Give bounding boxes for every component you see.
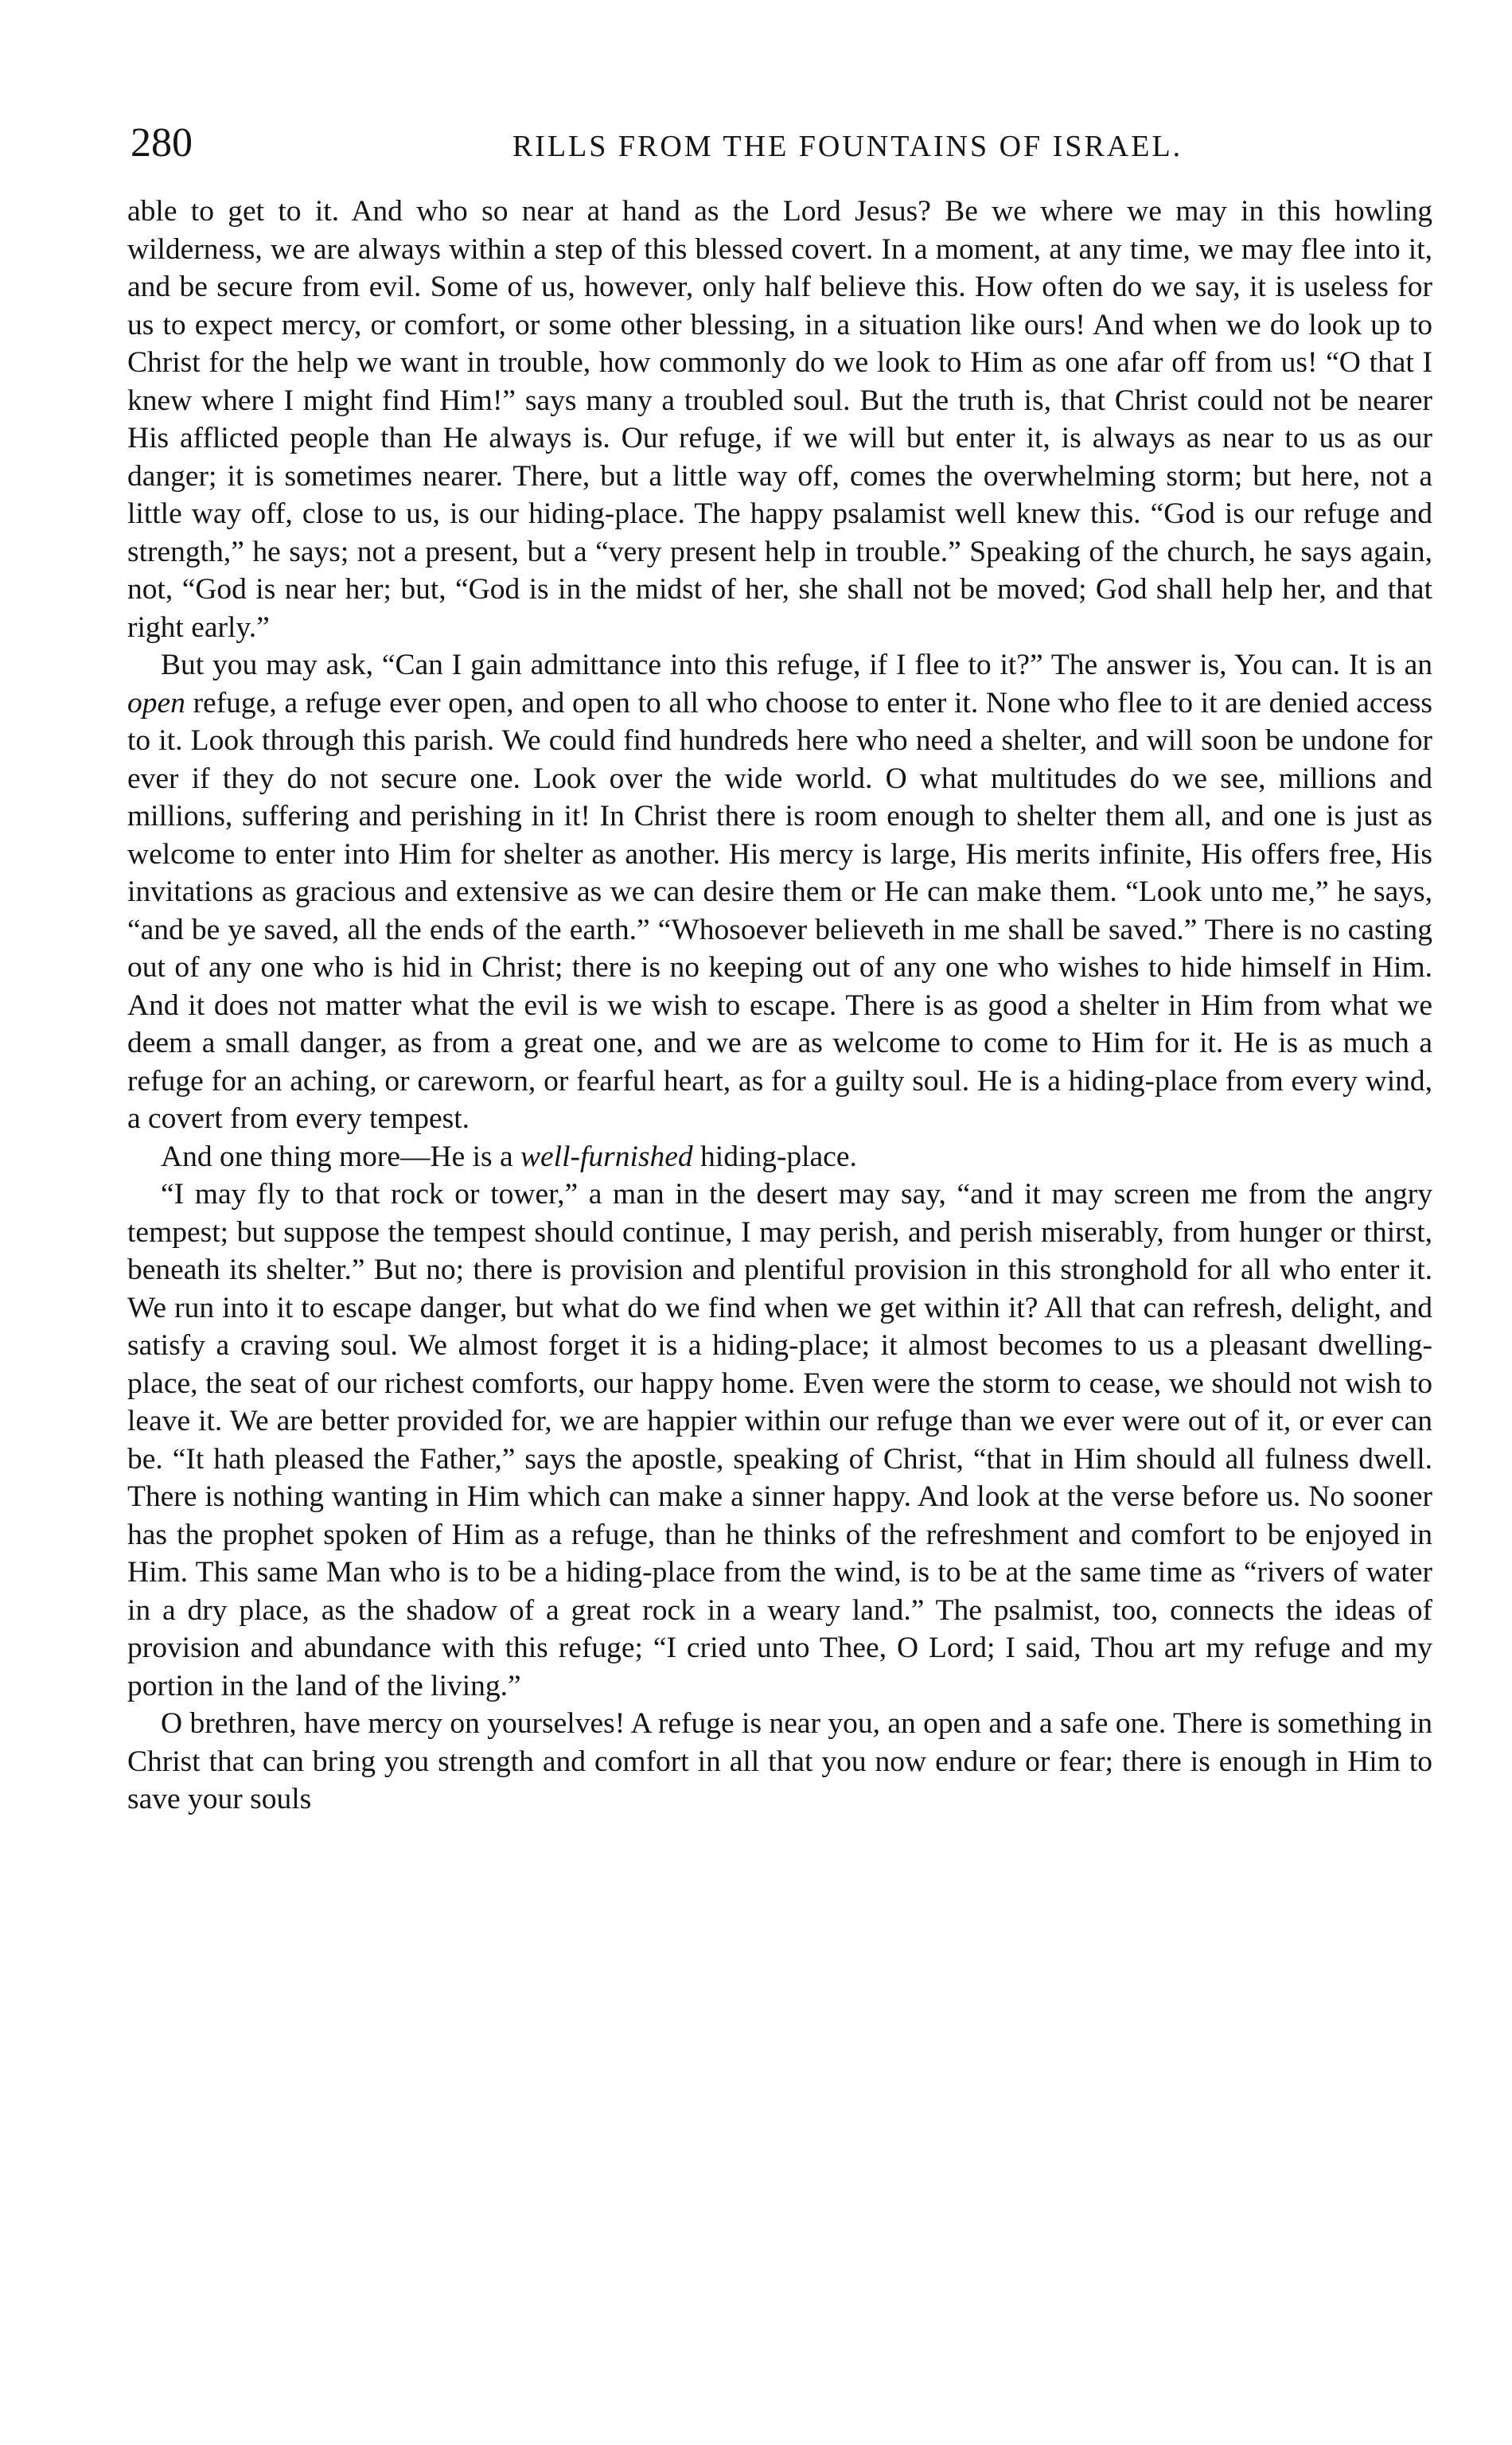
emphasis-well-furnished: well-furnished bbox=[520, 1140, 693, 1173]
paragraph-text: hiding-place. bbox=[692, 1140, 857, 1173]
paragraph-text: O brethren, have mercy on yourselves! A refuge is near you, an open and a safe one. There is something in Christ that can bring you strength and comfort in all that you now endure or fear; there is enough in Him to save your souls bbox=[127, 1707, 1432, 1815]
running-head bbox=[127, 119, 1432, 175]
book-page bbox=[127, 119, 1432, 1819]
paragraph-5 bbox=[127, 1705, 1432, 1819]
paragraph-text: able to get to it. And who so near at hand as the Lord Jesus? Be we where we may in this howling wilderness, we are always within a step of this blessed covert. In a moment, at any time, we may flee into it, and be secure from evil. Some of us, however, only half believe this. How often do we say, it is useless for us to expect mercy, or comfort, or some other blessing, in a situation like ours! And when we do look up to Christ for the help we want in trouble, how commonly do we look to Him as one afar off from us! “O that I knew where I might find Him!” says many a troubled soul. But the truth is, that Christ could not be nearer His afflicted people than He always is. Our refuge, if we will but enter it, is always as near to us as our danger; it is sometimes nearer. There, but a little way off, comes the overwhelming storm; but here, not a little way off, close to us, is our hiding-place. The happy psalamist well knew this. “God is our refuge and strength,” he says; not a present, but a “very present help in trouble.” Speaking of the church, he says again, not, “God is near her; but, “God is in the midst of her, she shall not be moved; God shall help her, and that right early.” bbox=[127, 195, 1432, 644]
paragraph-1 bbox=[127, 193, 1432, 646]
paragraph-3 bbox=[127, 1138, 1432, 1176]
running-title: RILLS FROM THE FOUNTAINS OF ISRAEL. bbox=[512, 130, 1183, 163]
paragraph-text: “I may fly to that rock or tower,” a man in the desert may say, “and it may screen me from the angry tempest; but suppose the tempest should continue, I may perish, and perish miserably, from hunger or thirst, beneath its shelter.” But no; there is provision and plentiful provision in this stronghold for all who enter it. We run into it to escape danger, but what do we find when we get within it? All that can refresh, delight, and satisfy a craving soul. We almost forget it is a hiding-place; it almost becomes to us a pleasant dwelling-place, the seat of our richest comforts, our happy home. Even were the storm to cease, we should not wish to leave it. We are better provided for, we are happier within our refuge than we ever were out of it, or ever can be. “It hath pleased the Father,” says the apostle, speaking of Christ, “that in Him should all fulness dwell. There is nothing wanting in Him which can make a sinner happy. And look at the verse before us. No sooner has the prophet spoken of Him as a refuge, than he thinks of the refreshment and comfort to be enjoyed in Him. This same Man who is to be a hiding-place from the wind, is to be at the same time as “rivers of water in a dry place, as the shadow of a great rock in a weary land.” The psalmist, too, connects the ideas of provision and abundance with this refuge; “I cried unto Thee, O Lord; I said, Thou art my refuge and my portion in the land of the living.” bbox=[127, 1178, 1432, 1702]
paragraph-4 bbox=[127, 1176, 1432, 1705]
paragraph-text: But you may ask, “Can I gain admittance into this refuge, if I flee to it?” The answer is, You can. It is an bbox=[161, 649, 1432, 681]
paragraph-text: refuge, a refuge ever open, and open to all who choose to enter it. None who flee to it are denied access to it. Look through this parish. We could find hundreds here who need a shelter, and will soon be undone for ever if they do not secure one. Look over the wide world. O what multitudes do we see, millions and millions, suffering and perishing in it! In Christ there is room enough to shelter them all, and one is just as welcome to enter into Him for shelter as another. His mercy is large, His merits infinite, His offers free, His invitations as gracious and extensive as we can desire them or He can make them. “Look unto me,” he says, “and be ye saved, all the ends of the earth.” “Whosoever believeth in me shall be saved.” There is no casting out of any one who is hid in Christ; there is no keeping out of any one who wishes to hide himself in Him. And it does not matter what the evil is we wish to escape. There is as good a shelter in Him from what we deem a small danger, as from a great one, and we are as welcome to come to Him for it. He is as much a refuge for an aching, or careworn, or fearful heart, as for a guilty soul. He is a hiding-place from every wind, a covert from every tempest. bbox=[127, 686, 1432, 1135]
paragraph-text: And one thing more—He is a bbox=[161, 1140, 520, 1173]
body-text bbox=[127, 193, 1432, 1819]
emphasis-open: open bbox=[127, 686, 185, 719]
paragraph-2 bbox=[127, 646, 1432, 1138]
page-number: 280 bbox=[131, 120, 193, 166]
